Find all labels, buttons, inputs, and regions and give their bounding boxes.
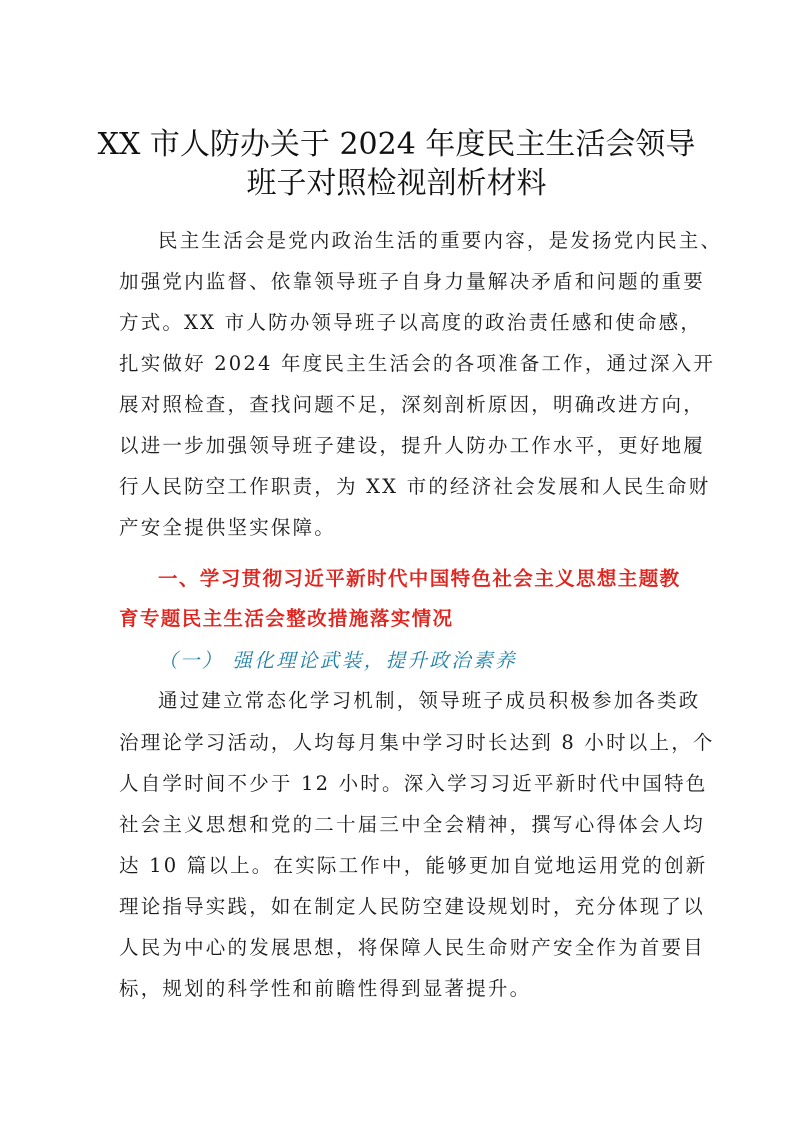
subsection-paragraph-line: 标，规划的科学性和前瞻性得到显著提升。 (119, 977, 532, 1000)
intro-paragraph-line: 方式。XX 市人防办领导班子以高度的政治责任感和使命感， (119, 311, 703, 334)
subsection-paragraph-line: 理论指导实践，如在制定人民防空建设规划时，充分体现了以 (119, 895, 705, 918)
document-title-line-1: XX 市人防办关于 2024 年度民主生活会领导 (97, 127, 696, 162)
intro-paragraph-line: 行人民防空工作职责，为 XX 市的经济社会发展和人民生命财 (119, 475, 711, 498)
subsection-paragraph-line: 通过建立常态化学习机制，领导班子成员积极参加各类政 (158, 689, 701, 712)
intro-paragraph-line: 展对照检查，查找问题不足，深刻剖析原因，明确改进方向， (119, 393, 705, 416)
intro-paragraph-line: 加强党内监督、依靠领导班子自身力量解决矛盾和问题的重要 (119, 270, 705, 293)
section-heading-line-2: 育专题民主生活会整改措施落实情况 (119, 607, 454, 630)
subsection-paragraph-line: 人民为中心的发展思想，将保障人民生命财产安全作为首要目 (119, 936, 705, 959)
section-heading-line-1: 一、学习贯彻习近平新时代中国特色社会主义思想主题教 (158, 567, 681, 590)
subsection-paragraph-line: 治理论学习活动，人均每月集中学习时长达到 8 小时以上，个 (119, 731, 715, 754)
intro-paragraph-line: 以进一步加强领导班子建设，提升人防办工作水平，更好地履 (119, 434, 705, 457)
subsection-paragraph-line: 人自学时间不少于 12 小时。深入学习习近平新时代中国特色 (119, 772, 708, 795)
subsection-paragraph-line: 社会主义思想和党的二十届三中全会精神，撰写心得体会人均 (119, 813, 705, 836)
subsection-heading: （一） 强化理论武装，提升政治素养 (158, 649, 517, 672)
intro-paragraph-line: 产安全提供坚实保障。 (119, 516, 337, 539)
document-title-line-2: 班子对照检视剖析材料 (246, 166, 547, 201)
subsection-paragraph-line: 达 10 篇以上。在实际工作中，能够更加自觉地运用党的创新 (119, 854, 708, 877)
intro-paragraph-line: 民主生活会是党内政治生活的重要内容，是发扬党内民主、 (158, 229, 723, 252)
intro-paragraph-line: 扎实做好 2024 年度民主生活会的各项准备工作，通过深入开 (119, 352, 716, 375)
